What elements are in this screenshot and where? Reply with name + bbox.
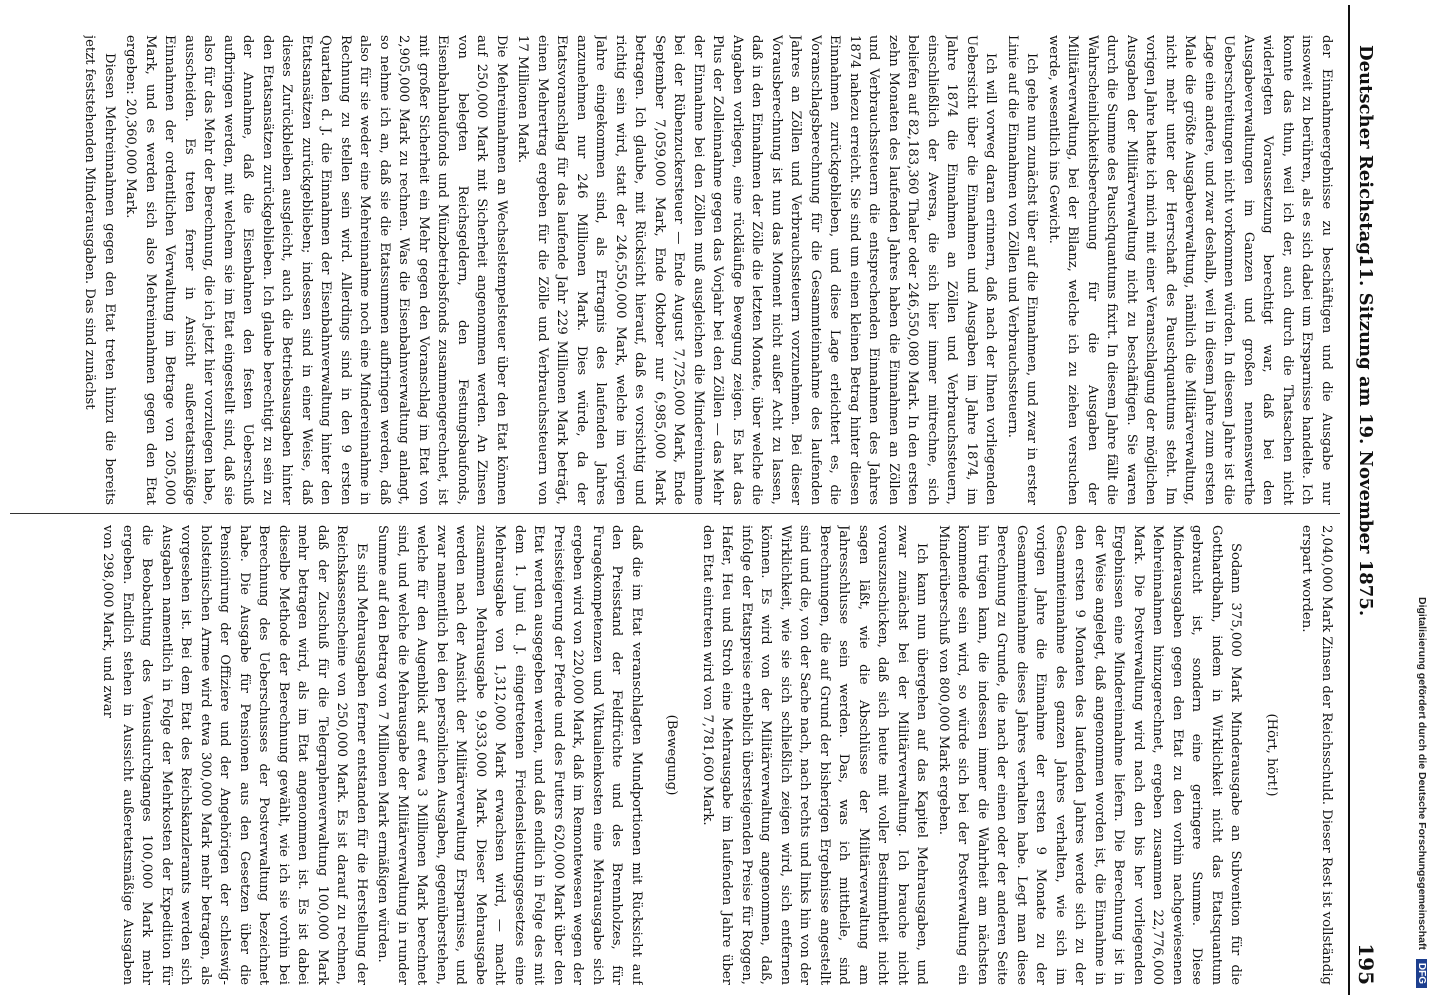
- paragraph: der Einnahmeergebnisse zu beschäftigen und die Ausgabe nur insoweit zu berühren, als es sich dabei um Ersparnisse handelte. Ich konnte das thun, weil ich der, auch durch die Thatsachen nicht widerlegten Voraussetzung berechtigt war, daß bei den Ausgabeverwaltungen im Ganzen und großen nennenswerthe Ueberschreitungen nicht vorkommen würden. In diesem Jahre ist die Lage eine andere, und zwar deshalb, weil in diesem Jahre zum ersten Male die größte Ausgabeverwaltung, nämlich die Militärverwaltung, nicht mehr unter der Herrschaft des Pauschquantums steht. Im vorigen Jahre hatte ich mich mit einer Veranschlagung der möglichen Ausgaben der Militärverwaltung nicht zu beschäftigen. Sie waren durch die Summe des Pauschquantums fixirt. In diesem Jahre fällt die Wahrscheinlichkeitsberechnung für die Ausgaben der Militärverwaltung, bei der Bilanz, welche ich zu ziehen versuchen werde, wesentlich ins Gewicht.: [1046, 35, 1334, 505]
- right-text-column: [6, 525, 1336, 985]
- digitization-note: Digitalisierung gefördert durch die Deutsche Forschungsgemeinschaft: [1416, 596, 1428, 950]
- rotated-document-sheet: [0, 5, 1380, 995]
- paragraph: Sodann 375,000 Mark Minderausgabe an Subvention für die Gotthardbahn, indem in Wirklichkeit nicht das Etatsquantum gebraucht ist, sondern eine geringere Summe. Diese Minderausgaben gegen den Etat zu den vorhin nachgewiesenen Mehreinnahmen hinzugerechnet, ergeben zusammen 22,776,000 Mark. Die Postverwaltung wird nach den bis her vorliegenden Ergebnissen eine Mindereinnahme liefern. Die Berechnung ist in der Weise angelegt, daß angenommen worden ist, die Einnahme in den ersten 9 Monaten des laufenden Jahres werde sich zu der Gesammteinnahme des ganzen Jahres verhalten, wie sich im vorigen Jahre die Einnahme der ersten 9 Monate zu der Gesammteinnahme dieses Jahres verhalten habe. Legt man diese Berechnung zu Grunde, die nach der einen oder der anderen Seite hin trügen kann, die indessen immer die Wahrheit am nächsten kommende sein wird, so würde sich bei der Postverwaltung ein Minderüberschuß von 800,000 Mark ergeben.: [936, 525, 1244, 985]
- digitization-credit: [1408, 8, 1430, 988]
- paragraph: 2,040,000 Mark Zinsen der Reichsschuld. Dieser Rest ist vollständig erspart worden.: [1299, 525, 1334, 985]
- paragraph: Diesen Mehreinnahmen gegen den Etat treten hinzu die bereits jetzt feststehenden Minderausgaben. Das sind zunächst: [82, 35, 117, 505]
- running-title: Deutscher Reichstag.: [1355, 45, 1376, 262]
- paragraph: (Bewegung): [664, 714, 680, 796]
- paragraph: Ich will vorweg daran erinnern, daß nach der Ihnen vorliegenden Uebersicht über die Einnahmen und Ausgaben im Jahre 1874, im Jahre 1874 die Einnahmen an Zöllen und Verbrauchssteuern, einschließlich der Aversa, die sich hier immer mitrechne, sich beliefen auf 82,183,360 Thaler oder 246,550,080 Mark. In den ersten zehn Monaten des laufenden Jahres haben die Einnahmen an Zöllen und Verbrauchssteuern die entsprechenden Einnahmen des Jahres 1874 nahezu erreicht. Sie sind um einen kleinen Betrag hinter diesen Einnahmen zurückgeblieben, und diese Lage erleichtert es, die Voranschlagsberechnung für die Gesammteinnahme des laufenden Jahres an Zöllen und Verbrauchssteuern vorzunehmen. Bei dieser Vorausberechnung ist nun das Moment nicht außer Acht zu lassen, daß in den Einnahmen der Zölle die letzten Monate, über welche die Angaben vorliegen, eine rückläufige Bewegung zeigen. Es hat das Plus der Zolleinnahme gegen das Vorjahr bei den Zöllen — das Mehr der Einnahme bei den Zöllen muß ausgleichen die Mindereinnahme bei der Rübenzuckersteuer — Ende August 7,725,000 Mark, Ende September 7,059,000 Mark, Ende Oktober nur 6,985,000 Mark betragen. Ich glaube, mit Rücksicht hierauf, daß es vorsichtig und richtig sein wird, statt der 246,550,000 Mark, welche im vorigen Jahre eingekommen sind, als Ertragnis des laufenden Jahres anzunehmen nur 246 Millionen Mark. Dies würde, da der Etatsvoranschlag für das laufende Jahr 229 Millionen Mark beträgt, einen Mehrertrag ergeben für die Zölle und Verbrauchssteuern von 17 Millionen Mark.: [515, 35, 999, 505]
- paragraph: (Hört, hört!): [1264, 713, 1279, 797]
- column-divider: [10, 513, 1340, 514]
- paragraph: Die Mehreinnahmen an Wechselstempelsteuer über den Etat können auf 250,000 Mark mit Sicherheit angenommen werden. An Zinsen von belegten Reichsgeldern, den Festungsbaufonds, Eisenbahnbaufonds und Münzbetriebsfonds zusammengerechnet, ist mit großer Sicherheit ein Mehr gegen den Voranschlag im Etat von 2,905,000 Mark zu rechnen. Was die Eisenbahnverwaltung anlangt, so nehme ich an, daß sie die Etatssummen aufbringen werden, daß also für sie weder eine Mehreinnahme noch eine Mindereinnahme in Rechnung zu stellen sein wird. Allerdings sind in den 9 ersten Quartalen d. J. die Einnahmen der Eisenbahnverwaltung hinter den Etatsansätzen zurückgeblieben; indessen sind in einer Weise, daß dieses Zurückbleiben ausgleicht, auch die Betriebsausgaben hinter den Etatsansätzen zurückgeblieben. Ich glaube berechtigt zu sein zu der Annahme, daß die Eisenbahnen den festen Ueberschuß aufbringen werden, mit welchem sie im Etat eingestellt sind, daß sie also für das Mehr der Berechnung, die ich jetzt hier vorzulegen habe, ausscheiden. Es treten ferner in Ansicht außeretatsmäßige Einnahmen der ordentlichen Verwaltung im Betrage von 205,000 Mark, und es werden sich also Mehreinnahmen gegen den Etat ergeben: 20,360,000 Mark.: [123, 35, 509, 505]
- paragraph: Ich gehe nun zunächst über auf die Einnahmen, und zwar in erster Linie auf die Einnahmen von Zöllen und Verbrauchssteuern.: [1005, 35, 1040, 505]
- paragraph: Es sind Mehrausgaben ferner entstanden für die Herstellung der Reichskassenscheine von 250,000 Mark. Es ist darauf zu rechnen, daß der Zuschuß für die Telegraphenverwaltung 100,000 Mark mehr betragen wird, als im Etat angenommen ist. Es ist dabei dieselbe Methode der Berechnung gewählt, wie ich sie vorhin bei Berechnung des Ueberschusses der Postverwaltung bezeichnet habe. Die Ausgabe für Pensionen aus den Gesetzen über die Pensionirung der Offiziere und der Angehörigen der schleswig-holsteinischen Armee wird etwa 300,000 Mark mehr betragen, als vorgesehen ist. Bei dem Etat des Reichskanzleramts werden sich Ausgaben namentlich in Folge der Mehrkosten der Expedition für die Beobachtung des Venusdurchganges 100,000 Mark mehr ergeben. Endlich stehen in Aussicht außeretatsmäßige Ausgaben von 298,000 Mark, und zwar: [100, 525, 369, 985]
- session-title: 11. Sitzung am 19. November 1875.: [1355, 255, 1376, 617]
- page-header: [1348, 5, 1380, 995]
- paragraph: Ich kann nun übergehen auf das Kapitel Mehrausgaben, und zwar zunächst bei der Militärverwaltung. Ich brauche nicht vorauszuschicken, daß sich heute mit voller Bestimmtheit nicht sagen läßt, wie die Abschlüsse der Militärverwaltung am Jahresschlusse sein werden. Das, was ich mittheile, sind Berechnungen, die auf Grund der bisherigen Ergebnisse angestellt sind und die, von der Sache nach, nach rechts und links hin von der Wirklichkeit, wie sie sich schließlich zeigen wird, sich entfernen können. Es wird von der Militärverwaltung angenommen, daß, infolge der Etatspreise erheblich übersteigenden Preise für Roggen, Hafer, Heu und Stroh eine Mehrausgabe im laufenden Jahre über den Etat eintreten wird von 7,781,600 Mark.: [700, 525, 930, 985]
- page-number: 195: [1354, 943, 1378, 985]
- dfg-logo: DFG: [1416, 959, 1427, 988]
- left-text-column: [6, 35, 1336, 505]
- paragraph: daß die im Etat veranschlagten Mundportionen mit Rücksicht auf den Preisstand der Feldfrüchte und des Brennholzes, für Furagekompetenzen und Viktualienkosten eine Mehrausgabe sich ergeben wird von 220,000 Mark, daß im Remontewesen wegen der Preissteigerung der Pferde und des Futters 620,000 Mark über den Etat werden ausgegeben werden, und daß endlich in Folge des mit dem 1. Juni d. J. eingetretenen Friedensleistungsgesetzes eine Mehrausgabe von 1,312,000 Mark erwachsen wird, — macht zusammen Mehrausgabe 9,933,000 Mark. Dieser Mehrausgabe werden nach der Ansicht der Militärverwaltung Ersparnisse, und zwar namentlich bei den persönlichen Ausgaben, gegenüberstehen, welche für den Augenblick auf etwa 3 Millionen Mark berechnet sind, und welche die Mehrausgabe der Militärverwaltung in runder Summe auf den Betrag von 7 Millionen Mark ermäßigen würden.: [375, 525, 644, 985]
